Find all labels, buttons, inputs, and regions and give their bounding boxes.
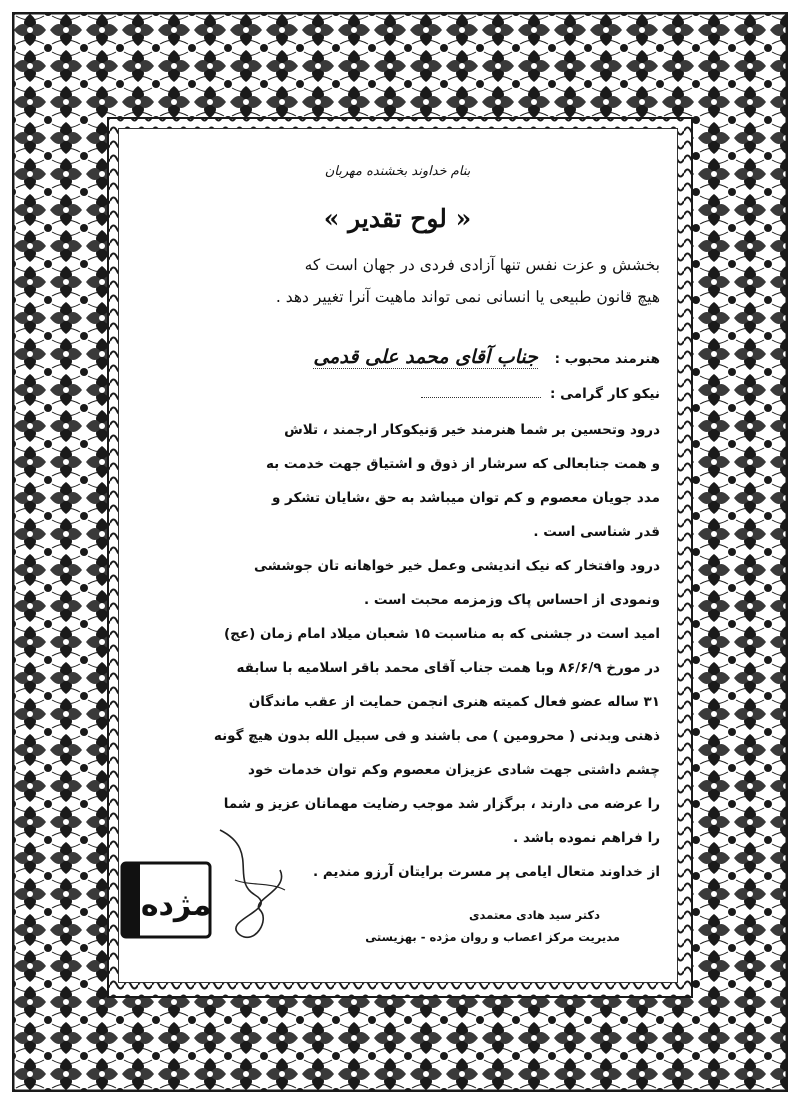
body-line-6: ونمودی از احساس پاک وزمزمه محبت است . <box>363 592 660 608</box>
benefactor-row <box>135 386 660 402</box>
benefactor-label: نیکو کار گرامی : <box>550 386 660 402</box>
handwritten-signature <box>200 820 310 950</box>
body-line-9: ۳۱ ساله عضو فعال کمیته هنری انجمن حمایت از عقب ماندگان <box>248 694 660 710</box>
body-line-7: امید است در جشنی که به مناسبت ۱۵ شعبان میلاد امام زمان (عج) <box>223 626 660 642</box>
certificate-title: « لوح تقدیر » <box>323 204 472 233</box>
body-line-12: را عرضه می دارند ، برگزار شد موجب رضایت مهمانان عزیز و شما <box>223 796 660 812</box>
benefactor-blank <box>421 387 541 398</box>
svg-text:مژده: مژده <box>140 888 212 923</box>
body-line-4: قدر شناسی است . <box>533 524 660 540</box>
basmala: بنام خداوند بخشنده مهربان <box>324 164 471 179</box>
body-line-5: درود وافتخار که نیک اندیشی وعمل خیر خواهانه تان جوششی <box>253 558 660 574</box>
intro-line-2: هیچ قانون طبیعی یا انسانی نمی تواند ماهیت آنرا تغییر دهد . <box>275 288 660 306</box>
body-line-13: را فراهم نموده باشد . <box>513 830 660 846</box>
body-line-1: درود وتحسین بر شما هنرمند خیر وَنیکوکار ارجمند ، تلاش <box>284 422 660 438</box>
signatory-title: مدیریت مرکز اعصاب و روان مژده - بهزیستی <box>365 930 620 944</box>
recipient-name-handwritten: جناب آقای محمد علی قدمی <box>313 346 538 368</box>
signatory-name: دکتر سید هادی معتمدی <box>468 908 600 922</box>
mozhdeh-stamp <box>118 855 216 943</box>
body-line-2: و همت جنابعالی که سرشار از ذوق و اشتیاق جهت خدمت به <box>265 456 660 472</box>
intro-line-1: بخشش و عزت نفس تنها آزادی فردی در جهان است که <box>304 256 660 274</box>
body-line-8: در مورخ ۸۶/۶/۹ وبا همت جناب آقای محمد باقر اسلامیه با سابقه <box>236 660 660 676</box>
recipient-label: هنرمند محبوب : <box>554 351 660 367</box>
recipient-row <box>135 346 660 368</box>
body-line-10: ذهنی وبدنی ( محرومین ) می باشند و فی سبیل الله بدون هیچ گونه <box>213 728 660 744</box>
body-line-3: مدد جویان معصوم و کم توان میباشد به حق ،شایان تشکر و <box>271 490 660 506</box>
body-line-14: از خداوند متعال ایامی پر مسرت برایتان آرزو مندیم . <box>313 864 660 880</box>
body-line-11: چشم داشتی جهت شادی عزیزان معصوم وکم توان خدمات خود <box>248 762 660 778</box>
